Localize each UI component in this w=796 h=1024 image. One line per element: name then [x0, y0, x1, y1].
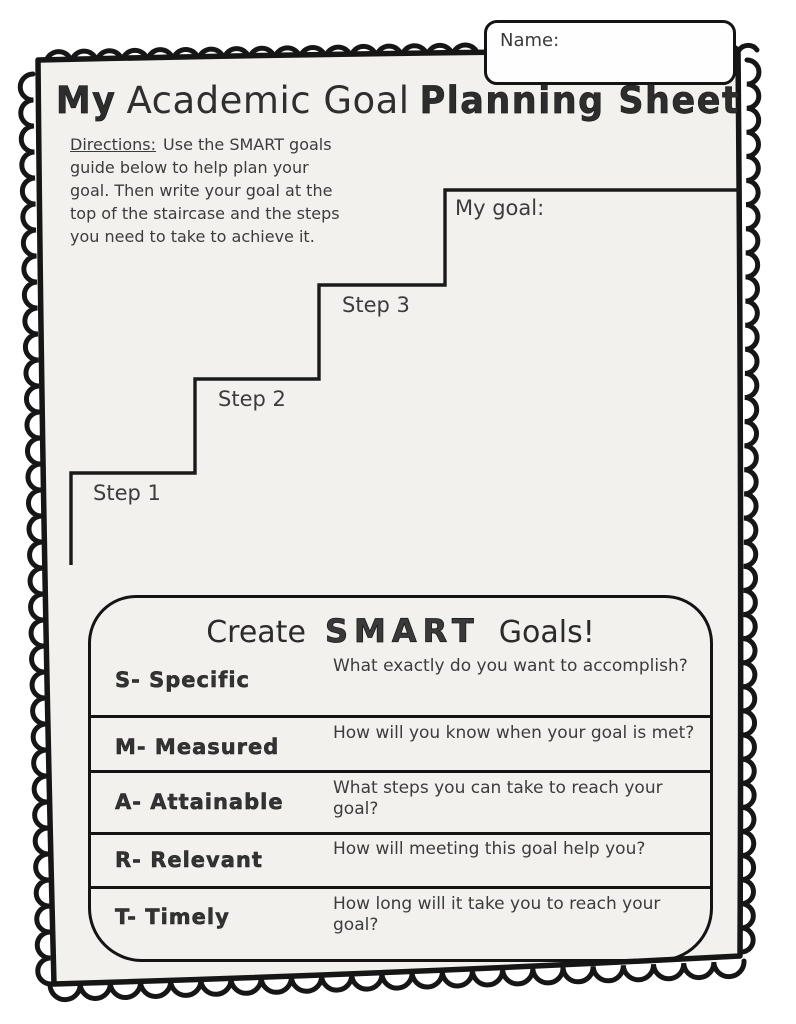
row-divider: [91, 832, 710, 835]
my-goal-label[interactable]: My goal:: [455, 196, 545, 220]
smart-table-header: [91, 612, 710, 650]
step-2-label: Step 2: [218, 387, 286, 411]
name-box[interactable]: [484, 20, 736, 85]
directions-line: top of the staircase and the steps: [70, 204, 340, 223]
name-label: Name:: [500, 30, 560, 51]
smart-row-label-relevant: R- Relevant: [115, 848, 263, 872]
directions-line: [70, 133, 380, 156]
smart-goals-table: [88, 595, 713, 962]
smart-row-question: What steps you can take to reach your goal?: [333, 778, 663, 819]
smart-row-label-timely: T- Timely: [115, 905, 230, 929]
directions-line-text: Use the SMART goals: [163, 135, 332, 154]
smart-row-question: What exactly do you want to accomplish?: [333, 656, 688, 676]
directions-line: guide below to help plan your: [70, 158, 309, 177]
smart-row-question: How will meeting this goal help you?: [333, 839, 646, 859]
directions-label: Directions:: [70, 135, 157, 154]
smart-row-label-specific: S- Specific: [115, 668, 250, 692]
title-words-academic-goal: Academic Goal: [126, 79, 410, 122]
header-smart-acronym: SMART: [325, 612, 480, 650]
row-divider: [91, 715, 710, 718]
smart-row-label-attainable: A- Attainable: [115, 790, 284, 814]
page-title: [36, 79, 760, 122]
header-create: Create: [206, 615, 306, 650]
smart-row-question: How long will it take you to reach your goal?: [333, 894, 661, 935]
directions-line: you need to take to achieve it.: [70, 227, 315, 246]
smart-row-question: How will you know when your goal is met?: [333, 723, 695, 743]
step-1-label: Step 1: [93, 481, 161, 505]
title-word-my: My: [55, 78, 117, 123]
step-3-label: Step 3: [342, 293, 410, 317]
directions-text: [70, 133, 380, 248]
row-divider: [91, 770, 710, 773]
smart-row-label-measured: M- Measured: [115, 735, 280, 759]
row-divider: [91, 886, 710, 889]
header-goals: Goals!: [498, 615, 595, 650]
directions-line: goal. Then write your goal at the: [70, 181, 333, 200]
title-words-planning-sheet: Planning Sheet: [419, 78, 741, 123]
